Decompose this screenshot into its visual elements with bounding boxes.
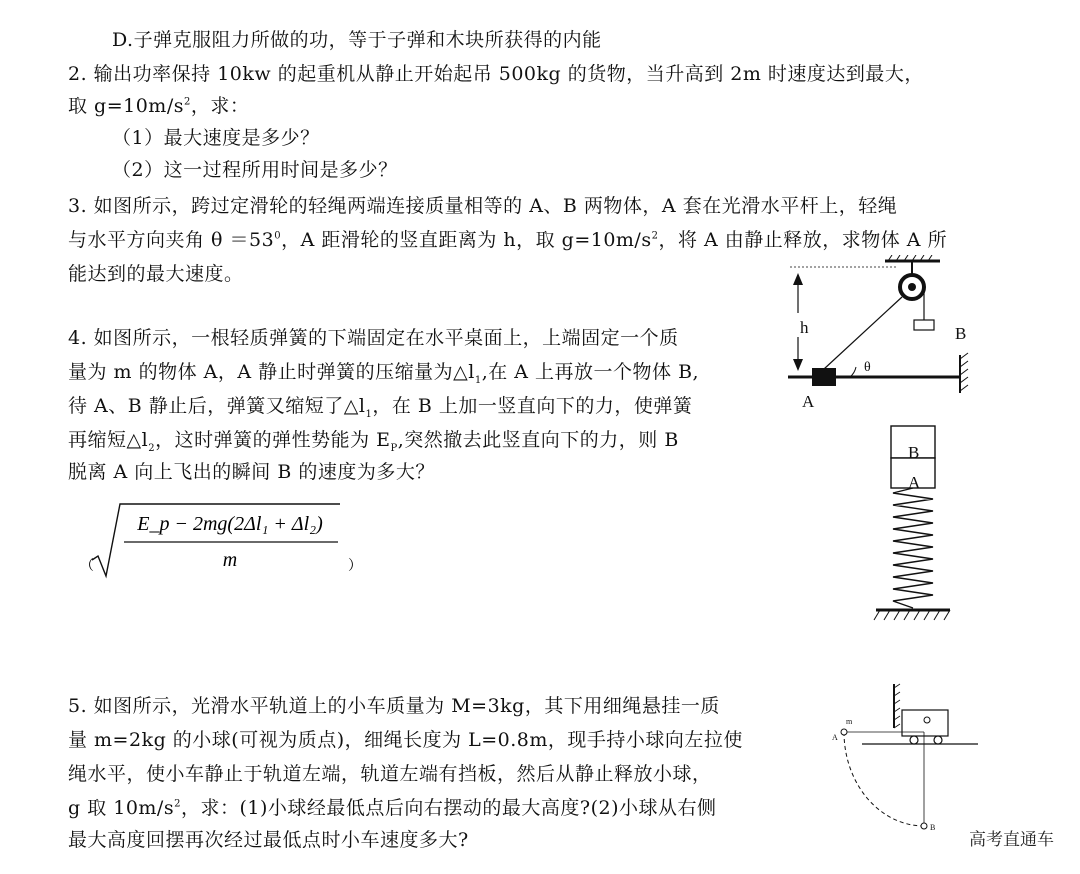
option-d: D.子弹克服阻力所做的功，等于子弹和木块所获得的内能 [112, 29, 602, 51]
watermark: 高考直通车 [969, 830, 1054, 850]
fig-cart [832, 680, 982, 844]
label-h: h [800, 318, 809, 337]
label-spring-b: B [908, 443, 920, 462]
q4-line4: 再缩短$\triangle l_2$，这时弹簧的弹性势能为 $E_P$,突然撤去此竖直向下的力，则 B [68, 429, 679, 454]
q5-line3: 绳水平，使小车静止于轨道左端，轨道左端有挡板，然后从静止释放小球， [68, 763, 712, 785]
fig-spring [868, 422, 958, 636]
answer-denominator: m [222, 549, 238, 571]
q5-line5: 最大高度回摆再次经过最低点时小车速度多大? [68, 829, 469, 851]
label-m: m [846, 717, 853, 726]
label-b: B [955, 324, 967, 343]
answer-numerator: E_p − 2mg(2Δl₁ + Δl₂) [137, 513, 323, 535]
q2-line1: 2. 输出功率保持 10kw 的起重机从静止开始起吊 500kg 的货物，当升高到 2m 时速度达到最大， [68, 63, 924, 85]
q3-line3: 能达到的最大速度。 [68, 263, 244, 285]
q2-sub1: （1）最大速度是多少？ [112, 127, 320, 149]
fig-pulley [780, 255, 980, 419]
q3-line2: 与水平方向夹角 $\theta =53^0$，A 距滑轮的竖直距离为 h，取 $g=10m/s^2$，将 A 由静止释放，求物体 A 所 [68, 229, 948, 251]
q4-line3: 待 A、B 静止后，弹簧又缩短了$\triangle l_1$，在 B 上加一竖直向下的力，使弹簧 [68, 395, 693, 420]
q5-line4: g 取 $10m/s^2$，求：(1)小球经最低点后向右摆动的最大高度?(2)小球从右侧 [68, 797, 717, 819]
answer-paren-open: （ [80, 559, 94, 574]
q3-line1: 3. 如图所示，跨过定滑轮的轻绳两端连接质量相等的 A、B 两物体，A 套在光滑水平杆上，轻绳 [68, 195, 898, 217]
q4-line2: 量为 m 的物体 A，A 静止时弹簧的压缩量为$\triangle l_1$,在 A 上再放一个物体 B, [68, 361, 700, 386]
answer-formula [80, 500, 370, 580]
label-cart-a: A [832, 733, 838, 742]
answer-paren-close: ） [348, 559, 362, 574]
label-theta: θ [864, 360, 871, 375]
label-spring-a: A [908, 473, 921, 492]
q2-sub2: （2）这一过程所用时间是多少？ [112, 159, 398, 181]
q5-line1: 5. 如图所示，光滑水平轨道上的小车质量为 M=3kg，其下用细绳悬挂一质 [68, 695, 720, 717]
q5-line2: 量 m=2kg 的小球(可视为质点)，细绳长度为 L=0.8m，现手持小球向左拉使 [68, 729, 743, 751]
label-a: A [802, 392, 815, 411]
q2-line2: 取 $g=10m/s^2$，求： [68, 95, 250, 117]
q4-line1: 4. 如图所示，一根轻质弹簧的下端固定在水平桌面上，上端固定一个质 [68, 327, 679, 349]
q4-line5: 脱离 A 向上飞出的瞬间 B 的速度为多大？ [68, 461, 435, 483]
label-cart-b: B [930, 823, 936, 832]
